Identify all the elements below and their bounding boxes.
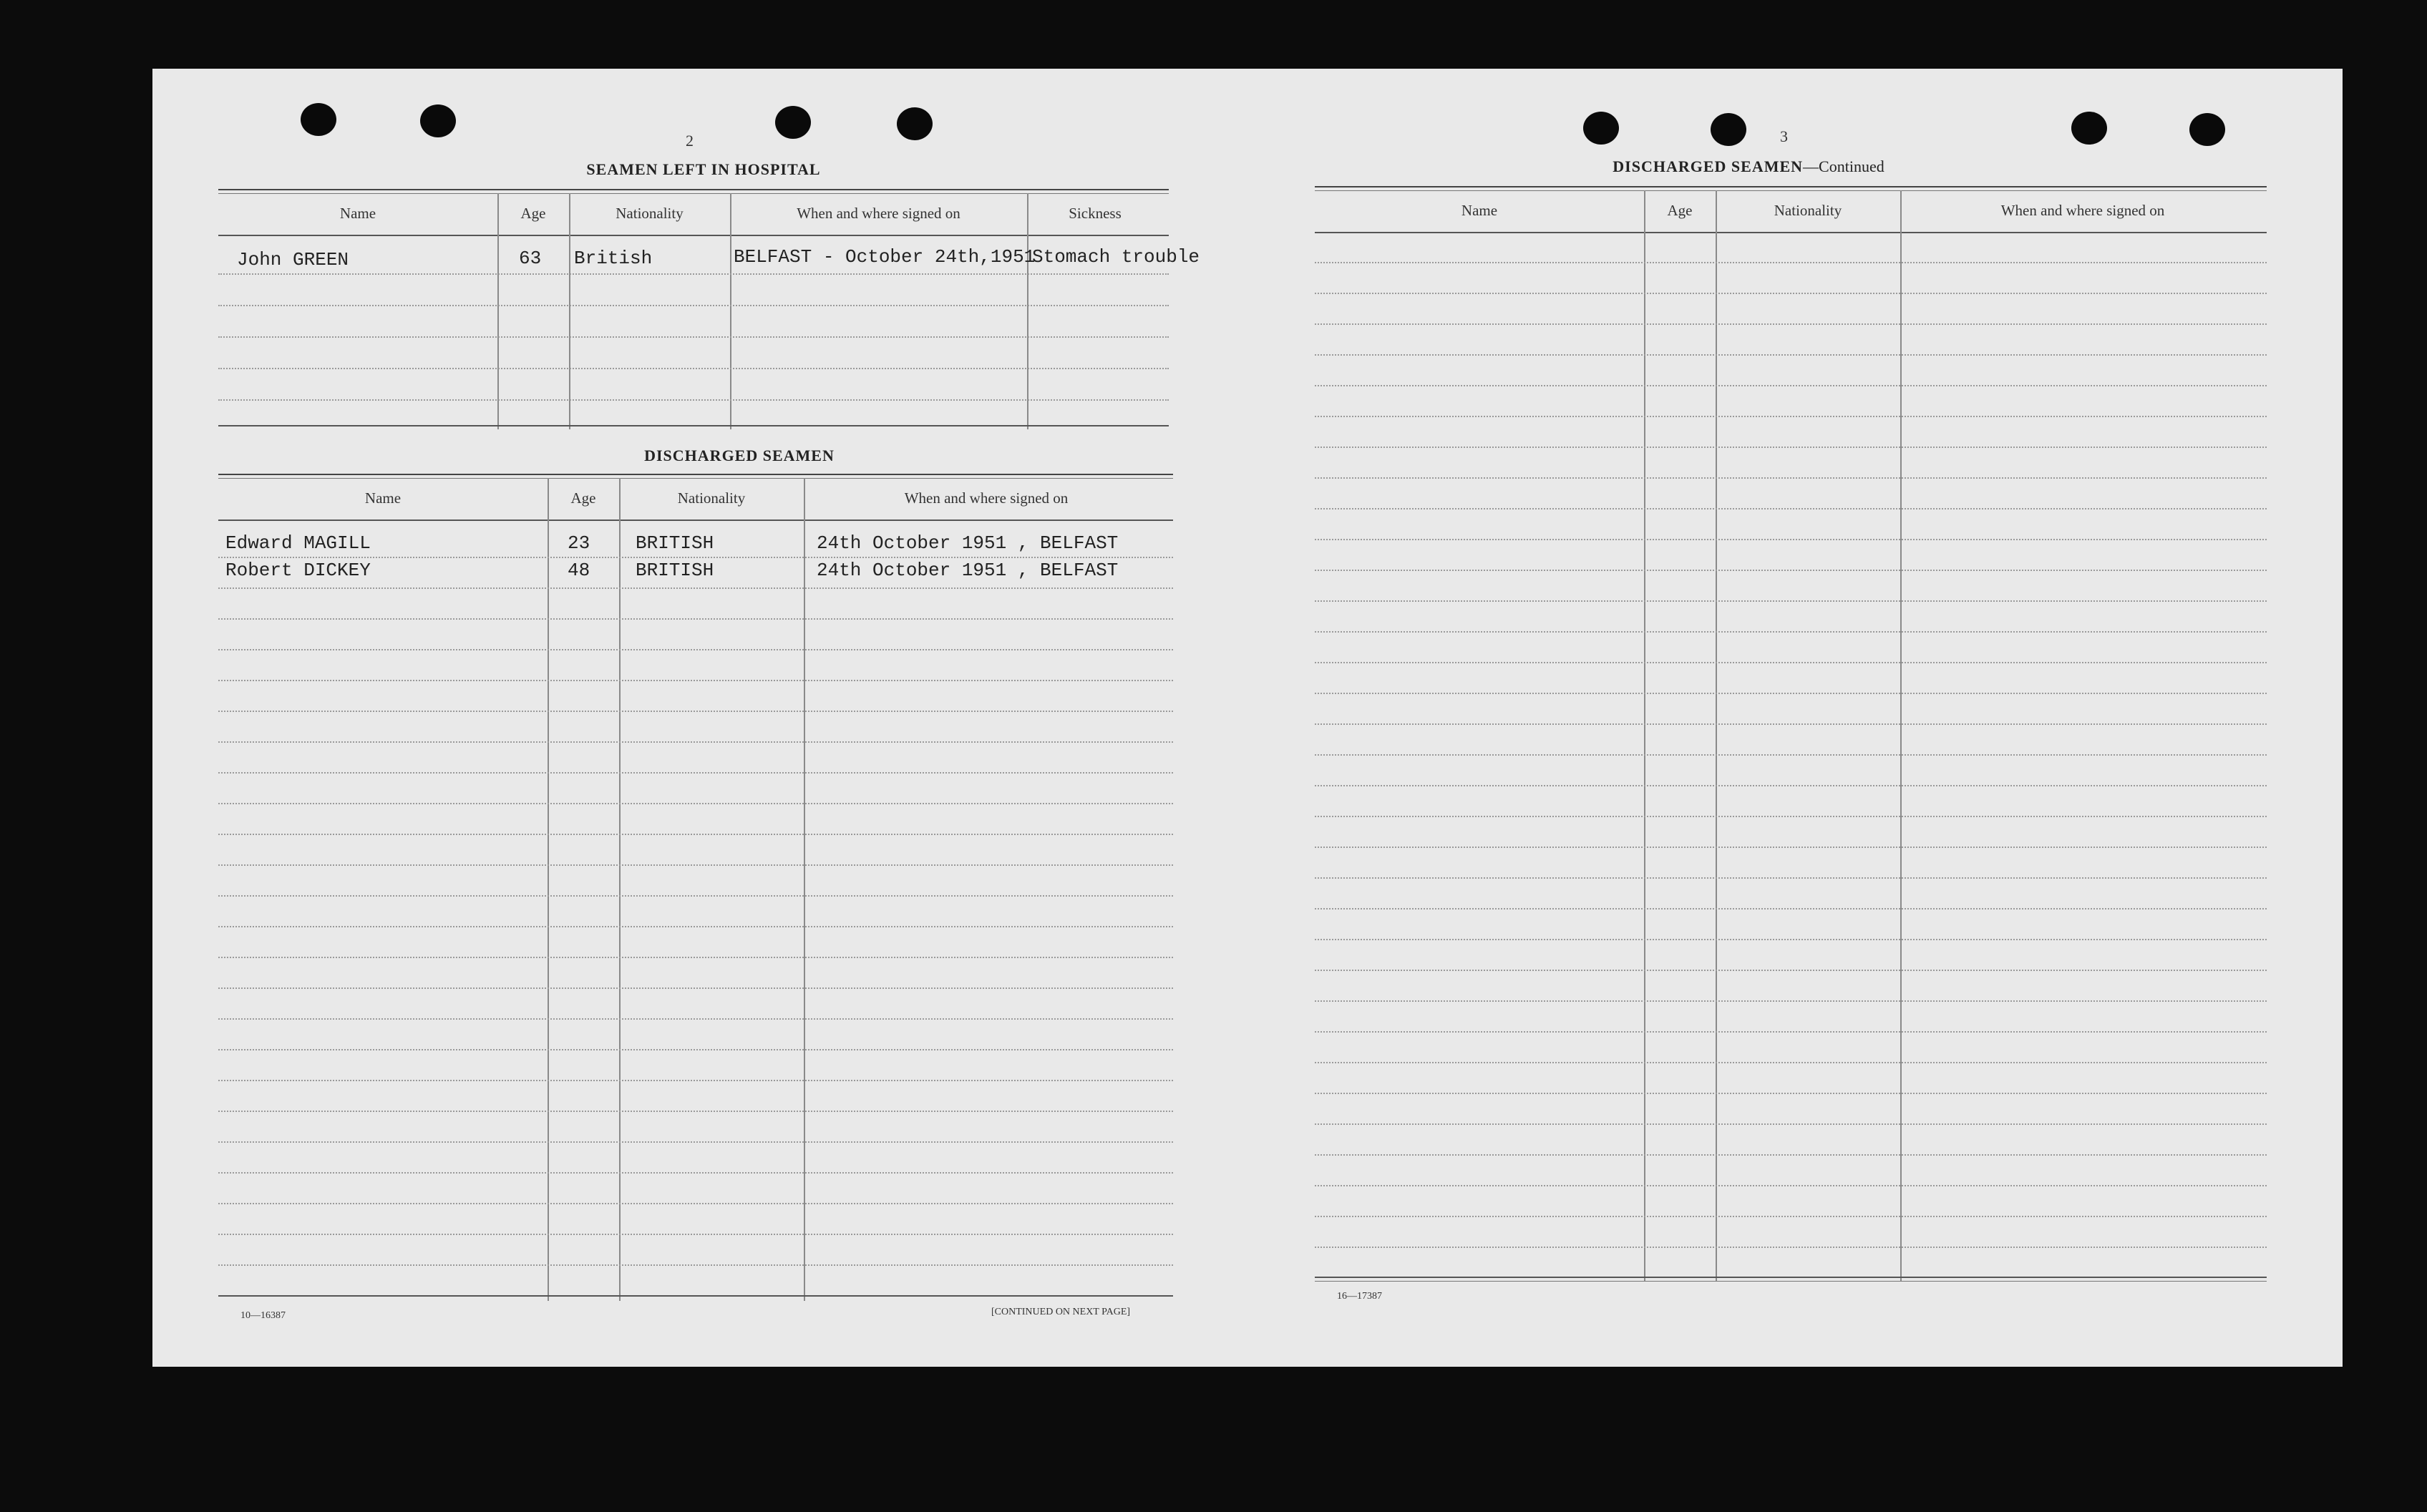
discharged-row-1-age: 23 [568, 532, 590, 554]
discharged-header-age: Age [570, 489, 596, 507]
ruled-line [1315, 1000, 2267, 1002]
ruled-line [218, 1080, 1173, 1081]
ruled-line [1315, 1185, 2267, 1186]
ruled-line [1315, 877, 2267, 879]
discharged-row-1-signed-on: 24th October 1951 , BELFAST [817, 532, 1119, 554]
discharged-title: DISCHARGED SEAMEN [644, 447, 835, 464]
ruled-line [218, 864, 1173, 866]
hospital-header-sickness: Sickness [1069, 205, 1122, 222]
ruled-line [1315, 1062, 2267, 1063]
ruled-line [1315, 631, 2267, 633]
ruled-line [1315, 508, 2267, 509]
ruled-line [218, 680, 1173, 681]
footer-code-left: 10—16387 [240, 1310, 286, 1321]
ruled-line [1315, 1247, 2267, 1248]
ruled-line [1315, 262, 2267, 263]
ruled-line [1315, 754, 2267, 756]
punch-hole [420, 104, 456, 137]
punch-hole [1711, 113, 1746, 146]
ruled-line [1315, 970, 2267, 971]
ruled-line [1315, 939, 2267, 940]
hospital-signed-on: BELFAST - October 24th,1951 [734, 246, 1036, 268]
ruled-line [218, 1111, 1173, 1112]
punch-hole [1583, 112, 1619, 145]
discharged-continued-title [1562, 157, 1935, 176]
discharged-row-2-name: Robert DICKEY [225, 560, 371, 581]
ruled-line [218, 1203, 1173, 1204]
hospital-sickness: Stomach trouble [1032, 246, 1200, 268]
punch-hole [2189, 113, 2225, 146]
discharged-continued-title-main: DISCHARGED SEAMEN [1613, 157, 1804, 175]
discharged-row-2-signed-on: 24th October 1951 , BELFAST [817, 560, 1119, 581]
page-number-left: 2 [686, 132, 694, 150]
ruled-line [218, 1049, 1173, 1050]
ruled-line [218, 834, 1173, 835]
punch-hole [2071, 112, 2107, 145]
hospital-header-signed-on: When and where signed on [797, 205, 960, 222]
punch-hole [301, 103, 336, 136]
continued-header-name: Name [1461, 202, 1498, 219]
ruled-line [218, 803, 1173, 804]
ruled-line [218, 557, 1173, 558]
punch-hole [775, 106, 811, 139]
ruled-line [1315, 293, 2267, 294]
ruled-line [218, 926, 1173, 927]
ruled-line [218, 649, 1173, 650]
discharged-header-signed-on: When and where signed on [904, 489, 1069, 507]
discharged-header-name: Name [364, 489, 402, 507]
discharged-table [218, 474, 1173, 1304]
ruled-line [218, 741, 1173, 743]
discharged-continued-table [1315, 186, 2267, 1288]
continued-header-signed-on: When and where signed on [2000, 202, 2165, 219]
ruled-line [1315, 323, 2267, 325]
discharged-continued-title-suffix: —Continued [1803, 157, 1884, 175]
ruled-line [1315, 447, 2267, 448]
ruled-line [1315, 477, 2267, 479]
ruled-line [218, 618, 1173, 620]
discharged-row-2-age: 48 [568, 560, 590, 581]
ruled-line [1315, 847, 2267, 848]
discharged-header-nationality: Nationality [677, 489, 746, 507]
hospital-age: 63 [519, 248, 542, 269]
ruled-line [1315, 1154, 2267, 1156]
discharged-row-1-name: Edward MAGILL [225, 532, 371, 554]
continued-header-age: Age [1667, 202, 1693, 219]
discharged-row-2-nationality: BRITISH [636, 560, 714, 581]
ruled-line [1315, 723, 2267, 725]
continued-header-nationality: Nationality [1774, 202, 1842, 219]
ruled-line [218, 895, 1173, 897]
ruled-line [218, 711, 1173, 712]
ruled-line [1315, 570, 2267, 571]
footer-continued-note: [CONTINUED ON NEXT PAGE] [991, 1307, 1131, 1317]
hospital-name: John GREEN [237, 249, 349, 270]
ruled-line [218, 1264, 1173, 1266]
discharged-row-1-nationality: BRITISH [636, 532, 714, 554]
ruled-line [1315, 693, 2267, 694]
ruled-line [1315, 662, 2267, 663]
footer-code-right: 16—17387 [1337, 1291, 1382, 1302]
ruled-line [218, 1018, 1173, 1020]
ruled-line [1315, 600, 2267, 602]
ruled-line [1315, 1093, 2267, 1094]
ruled-line [218, 1141, 1173, 1143]
ruled-line [218, 772, 1173, 774]
ruled-line [1315, 785, 2267, 786]
ledger-sheet [152, 69, 2343, 1367]
hospital-title: SEAMEN LEFT IN HOSPITAL [586, 160, 821, 178]
ruled-line [1315, 354, 2267, 356]
hospital-header-nationality: Nationality [616, 205, 684, 222]
ruled-line [218, 587, 1173, 589]
hospital-nationality: British [574, 248, 653, 269]
ruled-line [218, 1234, 1173, 1235]
ruled-line [218, 987, 1173, 989]
ruled-line [1315, 1216, 2267, 1217]
ruled-line [1315, 816, 2267, 817]
hospital-header-name: Name [339, 205, 376, 222]
punch-hole [897, 107, 933, 140]
ruled-line [1315, 539, 2267, 540]
ruled-line [1315, 1031, 2267, 1033]
ruled-line [1315, 416, 2267, 417]
hospital-header-age: Age [520, 205, 546, 222]
ruled-line [1315, 385, 2267, 386]
ruled-line [1315, 1123, 2267, 1125]
ruled-line [218, 1172, 1173, 1174]
page-number-right: 3 [1780, 127, 1788, 145]
ruled-line [1315, 908, 2267, 909]
ruled-line [218, 957, 1173, 958]
